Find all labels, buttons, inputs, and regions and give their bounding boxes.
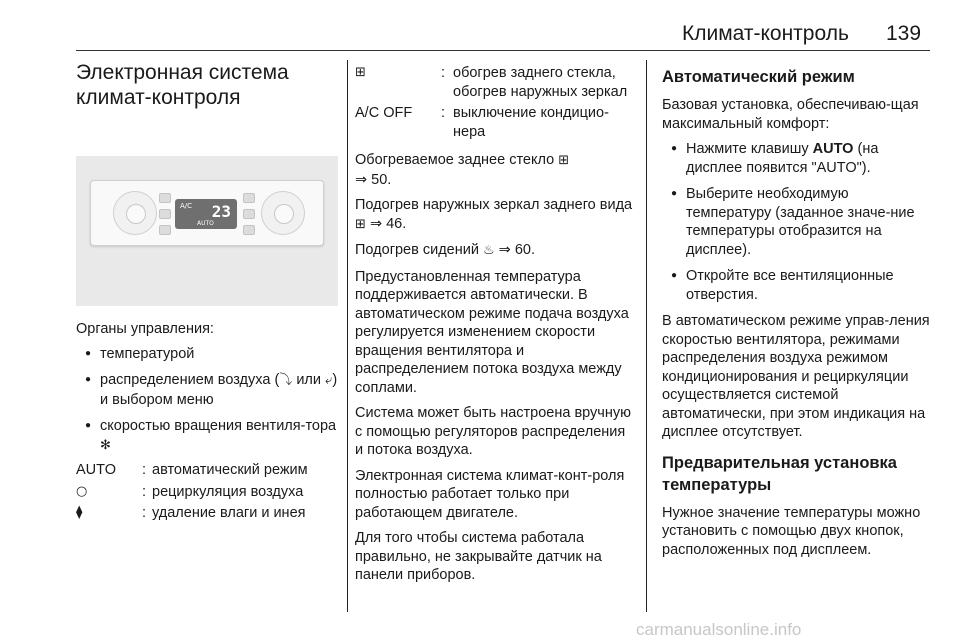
recirculation-icon: ○ [76,483,88,499]
controls-list [76,345,338,456]
paragraph: В автоматическом режиме управ-ления скоростью вентилятора, режимами распределения воздуха режимом кондиционирования и рециркуляции осуществляется системой автоматически, при этом индикация на дисплее отсутствует. [662,313,930,440]
rear-window-heating-icon: ⊞ [355,65,366,80]
page-ref-link[interactable]: ⇒ 50. [355,171,392,188]
auto-term: AUTO [76,462,117,478]
page-ref-link[interactable]: ⇒ 60. [498,242,535,258]
air-distribution-icon-2: ⤶ [325,373,333,388]
climate-panel-figure [76,156,338,306]
display-ac-label: A/C [180,202,193,210]
climate-control-panel [90,180,324,246]
panel-button [159,225,171,235]
panel-button [243,193,255,203]
paragraph: Система может быть настроена вручную с помощью регуляторов распределения и потока воздуха. [355,405,631,458]
definition-row: ○ : рециркуляция воздуха [76,483,304,500]
header-rule [76,50,930,51]
panel-button [159,193,171,203]
air-distribution-icon: ⤵ [279,373,293,388]
temperature-knob [113,191,157,235]
seat-heating-icon: ♨ [482,243,495,258]
climate-display [175,199,237,229]
paragraph: Предустановленная температура поддерживается автоматически. В автоматическом режиме подача воздуха регулируется изменением скорости вращения вентилятора и распределением потока воздуха между соплами. [355,268,629,396]
definition-row: ⊞ : обогрев заднего стекла, обогрев наружных зеркал [355,65,628,100]
rear-window-paragraph: Обогреваемое заднее стекло ⊞ ⇒ 50. [355,152,570,188]
auto-key-label: AUTO [812,141,854,157]
list-item: ● Выберите необходимую температуру (заданное значе-ние температуры отобразится на дисплее). [662,185,930,259]
panel-button [159,209,171,219]
panel-button [243,225,255,235]
header-title: Климат-контроль [682,22,849,45]
column-2 [355,60,635,592]
seat-heating-paragraph: Подогрев сидений ♨ ⇒ 60. [355,241,635,261]
page-number: 139 [886,22,922,45]
page-ref-link[interactable]: ⇒ 46. [369,215,407,232]
list-item: ● скоростью вращения вентиля-тора ✻ [76,417,338,455]
list-item: ● Нажмите клавишу AUTO (на дисплее появится "AUTO"). [662,140,930,177]
watermark: carmanualsonline.info [636,620,802,639]
paragraph: Базовая установка, обеспечиваю-щая максимальный комфорт: [662,97,919,132]
ac-off-term: A/C OFF [355,105,413,121]
preset-temperature-heading: Предварительная установка температуры [662,453,897,494]
auto-mode-heading: Автоматический режим [662,68,855,86]
display-temperature: 23 [211,202,231,221]
controls-intro: Органы управления: [76,321,214,337]
display-auto-label: AUTO [197,220,214,227]
rear-definitions [355,64,635,141]
paragraph: Нужное значение температуры можно установить с помощью двух кнопок, расположенных под дисплеем. [662,504,921,558]
defrost-icon: ⧫ [76,505,83,520]
fan-speed-knob [261,191,305,235]
auto-steps-list [662,140,930,304]
column-divider-2 [646,60,647,612]
definition-row: ⧫ : удаление влаги и инея [76,505,306,521]
column-3 [662,60,930,566]
panel-button [243,209,255,219]
paragraph: Электронная система климат-конт-роля полностью работает только при работающем двигателе. [355,467,625,521]
section-title: Электронная система климат-контроля [76,61,289,109]
controls-definitions [76,461,338,523]
column-divider-1 [347,60,348,612]
list-item: ● Откройте все вентиляционные отверстия. [662,267,930,304]
column-1 [76,60,338,526]
mirror-heating-paragraph: Подогрев наружных зеркал заднего вида ⊞ ⇒ 46. [355,196,635,234]
definition-row: A/C OFF : выключение кондицио-нера [355,105,609,140]
paragraph: Для того чтобы система работала правильно, не закрывайте датчик на панели приборов. [355,530,602,583]
list-item: ● распределением воздуха (⤵ или ⤶) и выбором меню [76,371,338,409]
list-item: ● температурой [76,345,338,364]
fan-icon: ✻ [100,437,111,453]
rear-window-heating-icon: ⊞ [558,153,570,168]
mirror-heating-icon: ⊞ [355,216,366,232]
definition-row: AUTO : автоматический режим [76,462,308,478]
